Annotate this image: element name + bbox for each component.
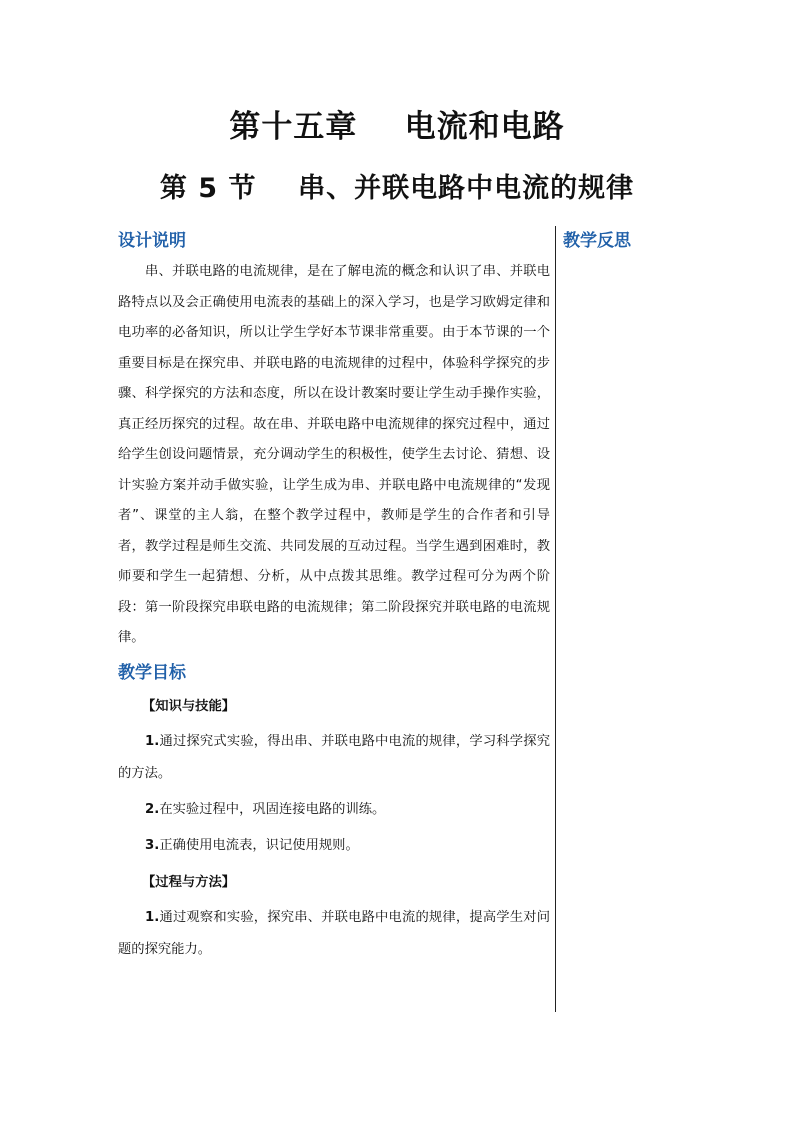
design-notes-heading: 设计说明: [118, 231, 186, 251]
goal-item-text: 通过观察和实验，探究串、并联电路中电流的规律，提高学生对问题的探究能力。: [118, 909, 550, 957]
section-title: 第 5 节 串、并联电路中电流的规律: [159, 173, 635, 204]
goal-item-number: 3.: [145, 837, 160, 853]
goal-item-text: 通过探究式实验，得出串、并联电路中电流的规律，学习科学探究的方法。: [118, 733, 550, 781]
goal-item-number: 2.: [145, 801, 160, 817]
knowledge-skills-label: 【知识与技能】: [142, 698, 236, 714]
main-column: [118, 228, 550, 966]
process-methods-label: 【过程与方法】: [142, 874, 236, 890]
column-divider: [555, 226, 556, 1012]
goal-item: [118, 902, 550, 966]
goal-item-text: 在实验过程中，巩固连接电路的训练。: [159, 801, 386, 817]
goal-item: [118, 830, 550, 862]
teaching-reflection-heading: 教学反思: [563, 231, 631, 251]
chapter-title: 第十五章 电流和电路: [229, 109, 565, 145]
teaching-goals-heading: 教学目标: [118, 662, 186, 683]
goal-item-number: 1.: [145, 909, 160, 925]
design-notes-paragraph: 串、并联电路的电流规律，是在了解电流的概念和认识了串、并联电路特点以及会正确使用电流表的基础上的深入学习，也是学习欧姆定律和电功率的必备知识，所以让学生学好本节课非常重要。由于本节课的一个重要目标是在探究串、并联电路的电流规律的过程中，体验科学探究的步骤、科学探究的方法和态度，所以在设计教案时要让学生动手操作实验，真正经历探究的过程。故在串、并联电路中电流规律的探究过程中，通过给学生创设问题情景，充分调动学生的积极性，使学生去讨论、猜想、设计实验方案并动手做实验，让学生成为串、并联电路中电流规律的“发现者”、课堂的主人翁，在整个教学过程中，教师是学生的合作者和引导者，教学过程是师生交流、共同发展的互动过程。当学生遇到困难时，教师要和学生一起猜想、分析，从中点拨其思维。教学过程可分为两个阶段：第一阶段探究串联电路的电流规律；第二阶段探究并联电路的电流规律。: [118, 264, 550, 645]
goal-item-text: 正确使用电流表，识记使用规则。: [159, 837, 359, 853]
goal-item: [118, 726, 550, 790]
goal-item-number: 1.: [145, 733, 160, 749]
goal-item: [118, 794, 550, 826]
